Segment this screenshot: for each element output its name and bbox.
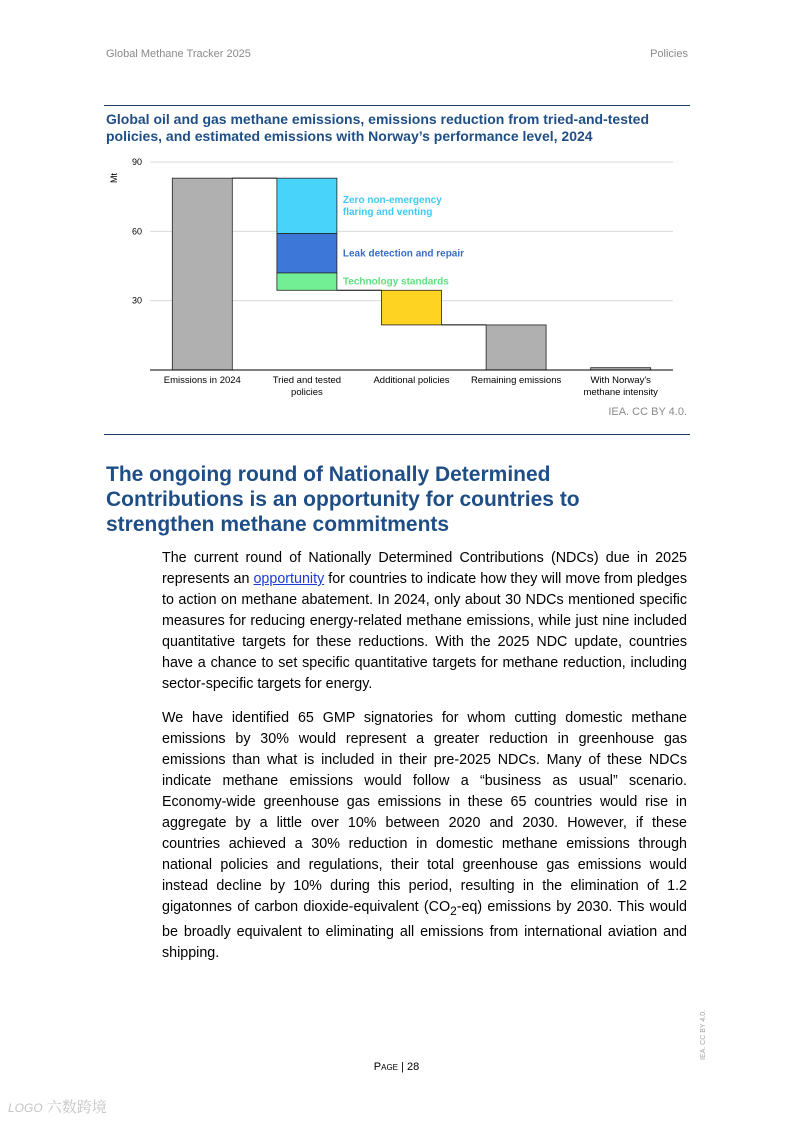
watermark-logo: LOGO: [8, 1101, 43, 1115]
running-header-section: Policies: [650, 48, 688, 60]
y-tick-label-60: 60: [131, 226, 142, 237]
figure-source: IEA. CC BY 4.0.: [608, 406, 687, 418]
opportunity-link[interactable]: opportunity: [253, 571, 325, 587]
para2-text-before: We have identified 65 GMP signatories for whom cutting domestic methane emissions by 30% would represent a greater reduction in greenhouse gas emissions than what is included in their pre-2025 NDCs. Many of these NDCs indicate methane emissions would follow a “business as usual” scenario. Economy-wide greenhouse gas emissions in these 65 countries would rise in aggregate by a little over 10% between 2020 and 2030. However, if these countries achieved a 30% reduction in domestic methane emissions through national policies and regulations, their total greenhouse gas emissions would instead decline by 10% during this period, resulting in the elimination of 1.2 gigatonnes of carbon dioxide-equivalent (CO: [162, 710, 687, 915]
bar-segment-1: [277, 178, 337, 233]
page-number: 28: [406, 1061, 420, 1073]
category-label-2-0: Additional policies: [373, 375, 450, 386]
bar-segment-5: [486, 325, 546, 370]
para2-text-after: -eq) emissions by 2030. This would be broadly equivalent to eliminating all emissions from international aviation and shipping.: [162, 899, 687, 961]
section-heading: The ongoing round of Nationally Determined Contributions is an opportunity for countries to strengthen methane commitments: [106, 463, 580, 536]
category-label-1-0: Tried and tested: [272, 375, 342, 386]
bar-segment-4: [382, 290, 442, 325]
segment-label-3-0: Technology standards: [342, 276, 449, 288]
figure-bottom-rule: [104, 434, 690, 435]
co2-subscript: 2: [450, 903, 457, 918]
body-paragraph-1: [162, 548, 687, 695]
segment-label-2-0: Leak detection and repair: [342, 248, 465, 260]
body-paragraph-2: [162, 708, 687, 964]
segment-label-1-0: Zero non-emergency: [342, 194, 442, 206]
y-tick-label-30: 30: [131, 295, 142, 306]
bar-segment-3: [277, 273, 337, 290]
side-credit: IEA. CC BY 4.0.: [700, 1009, 707, 1060]
waterfall-chart: [100, 150, 690, 400]
page-label: Page: [373, 1061, 398, 1073]
category-label-1-1: policies: [291, 387, 323, 398]
running-header-title: Global Methane Tracker 2025: [106, 48, 251, 60]
para1-text-before: The current round of Nationally Determined Contributions (NDCs) due in 2025 represents an: [162, 550, 687, 587]
y-tick-label-90: 90: [131, 157, 142, 167]
page-footer: Page | 28: [373, 1061, 420, 1073]
figure-top-rule: [104, 105, 690, 106]
watermark: [8, 1096, 107, 1117]
para1-text-after: for countries to indicate how they will move from pledges to action on methane abatement. In 2024, only about 30 NDCs mentioned specific measures for reducing energy-related methane emissions, while just nine included quantitative targets for these reductions. With the 2025 NDC update, countries have a chance to set specific quantitative targets for methane reduction, including sector-specific targets for energy.: [162, 571, 687, 692]
category-label-3-0: Remaining emissions: [470, 375, 562, 386]
figure-title: Global oil and gas methane emissions, emissions reduction from tried-and-tested policies, and estimated emissions with Norway’s performance level, 2024: [106, 111, 649, 144]
segment-label-1-1: flaring and venting: [342, 206, 433, 218]
category-label-0-0: Emissions in 2024: [163, 375, 241, 386]
bar-segment-0: [172, 178, 232, 370]
y-axis-label: Mt: [109, 173, 119, 183]
watermark-text: 六数跨境: [46, 1099, 107, 1116]
bar-segment-2: [277, 234, 337, 273]
category-label-4-1: methane intensity: [583, 387, 658, 398]
category-label-4-0: With Norway's: [590, 375, 651, 386]
